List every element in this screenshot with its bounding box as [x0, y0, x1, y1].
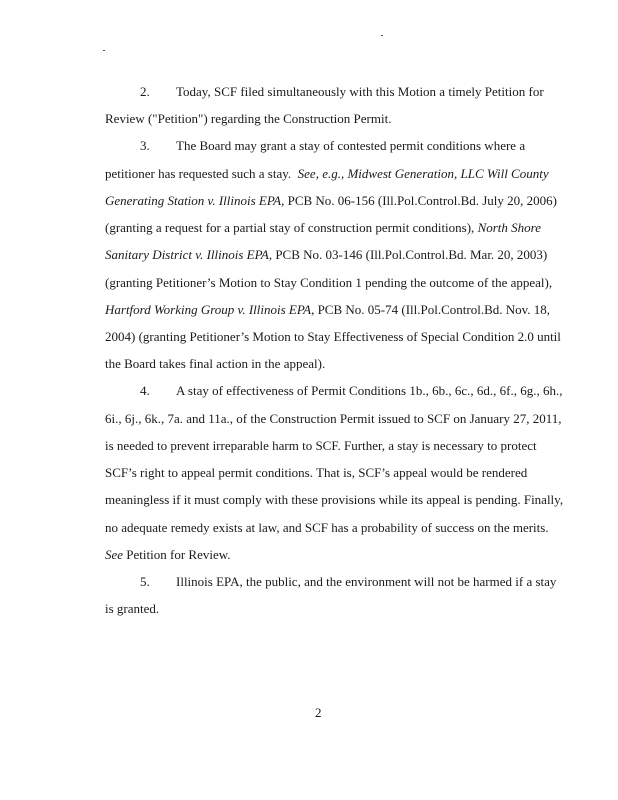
scan-speck — [381, 35, 383, 36]
text-line: (granting Petitioner’s Motion to Stay Condition 1 pending the outcome of the appeal), — [105, 275, 553, 290]
text-span: petitioner has requested such a stay. — [105, 166, 292, 181]
text-line: SCF’s right to appeal permit conditions. That is, SCF’s appeal would be rendered — [105, 465, 528, 480]
text-line: meaningless if it must comply with these provisions while its appeal is pending. Finally, — [105, 492, 564, 507]
scan-speck — [103, 50, 105, 51]
page-number: 2 — [315, 705, 322, 720]
text-line — [105, 248, 547, 262]
signal-word: See — [105, 547, 124, 562]
text-line — [105, 303, 550, 317]
text-span: PCB No. 05-74 (Ill.Pol.Control.Bd. Nov. 18, — [314, 302, 551, 317]
text-line: 2004) (granting Petitioner’s Motion to Stay Effectiveness of Special Condition 2.0 until — [105, 329, 561, 344]
citation: Generating Station v. Illinois EPA, — [105, 193, 285, 208]
text-line: is needed to prevent irreparable harm to SCF. Further, a stay is necessary to protect — [105, 438, 537, 453]
text-line: the Board takes final action in the appeal). — [105, 356, 326, 371]
text-line — [105, 194, 557, 208]
text-line: 6i., 6j., 6k., 7a. and 11a., of the Construction Permit issued to SCF on January 27, 2011, — [105, 411, 562, 426]
text-span: PCB No. 06-156 (Ill.Pol.Control.Bd. July 20, 2006) — [284, 193, 558, 208]
citation: North Shore — [477, 220, 542, 235]
text-line: A stay of effectiveness of Permit Conditions 1b., 6b., 6c., 6d., 6f., 6g., 6h., — [176, 383, 563, 398]
text-span: (granting a request for a partial stay of construction permit conditions), — [105, 220, 478, 235]
text-span: Petition for Review. — [123, 547, 231, 562]
paragraph-number: 2. — [140, 84, 150, 99]
text-span: PCB No. 03-146 (Ill.Pol.Control.Bd. Mar. 20, 2003) — [272, 247, 548, 262]
paragraph-number: 5. — [140, 574, 150, 589]
citation: See, e.g., Midwest Generation, LLC Will County — [297, 166, 549, 181]
paragraph-number: 3. — [140, 138, 150, 153]
text-line — [105, 221, 541, 235]
text-line: is granted. — [105, 601, 160, 616]
text-line: Today, SCF filed simultaneously with this Motion a timely Petition for — [176, 84, 544, 99]
text-line: Review ("Petition") regarding the Construction Permit. — [105, 111, 392, 126]
text-line — [105, 548, 231, 562]
text-line: The Board may grant a stay of contested permit conditions where a — [176, 138, 526, 153]
text-line: no adequate remedy exists at law, and SCF has a probability of success on the merits. — [105, 520, 549, 535]
paragraph-number: 4. — [140, 383, 150, 398]
citation: Hartford Working Group v. Illinois EPA, — [105, 302, 315, 317]
text-line — [105, 167, 549, 181]
text-line: Illinois EPA, the public, and the environment will not be harmed if a stay — [176, 574, 557, 589]
citation: Sanitary District v. Illinois EPA, — [105, 247, 273, 262]
